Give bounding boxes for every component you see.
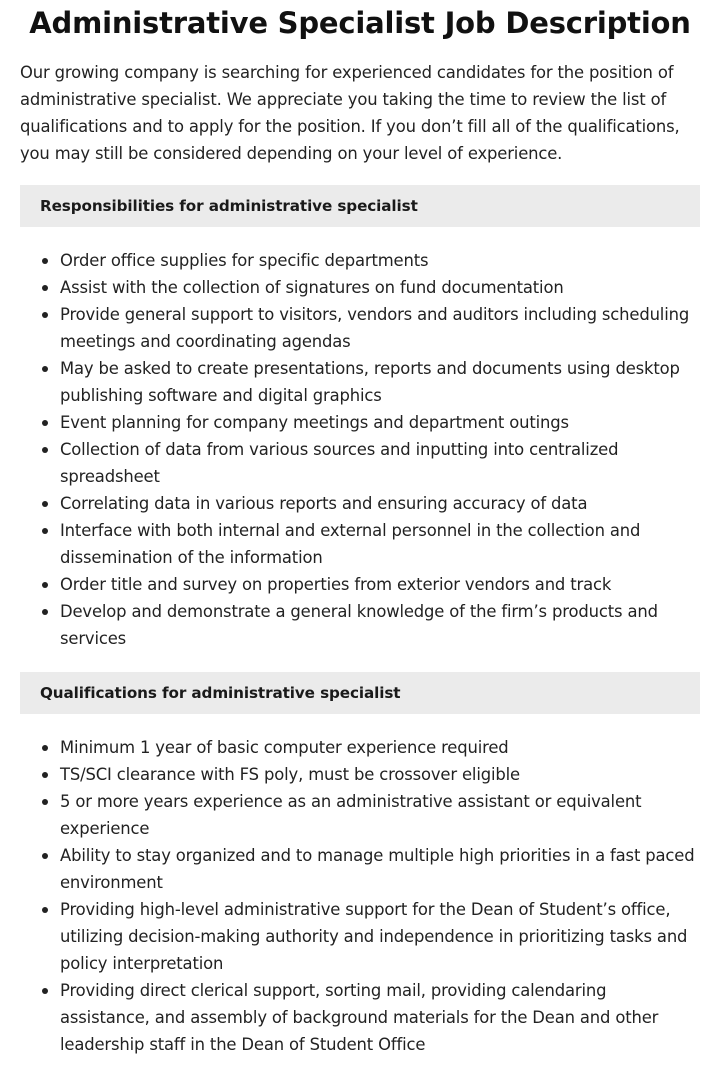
bullet-icon xyxy=(42,799,48,805)
qualification-item xyxy=(20,788,700,842)
bullet-icon xyxy=(42,258,48,264)
qualification-text: Ability to stay organized and to manage multiple high priorities in a fast paced environment xyxy=(60,846,695,892)
bullet-icon xyxy=(42,312,48,318)
responsibility-item xyxy=(20,436,700,490)
responsibility-text: Event planning for company meetings and department outings xyxy=(60,413,569,432)
responsibility-item xyxy=(20,598,700,652)
qualifications-heading: Qualifications for administrative specialist xyxy=(20,672,700,714)
bullet-icon xyxy=(42,907,48,913)
responsibility-text: May be asked to create presentations, reports and documents using desktop publishing software and digital graphics xyxy=(60,359,680,405)
responsibility-item xyxy=(20,517,700,571)
qualification-text: Providing direct clerical support, sorting mail, providing calendaring assistance, and assembly of background materials for the Dean and other leadership staff in the Dean of Student Office xyxy=(60,981,659,1054)
responsibility-item xyxy=(20,247,700,274)
responsibility-item xyxy=(20,355,700,409)
responsibility-item xyxy=(20,409,700,436)
responsibility-text: Order office supplies for specific departments xyxy=(60,251,429,270)
qualification-text: 5 or more years experience as an administrative assistant or equivalent experience xyxy=(60,792,642,838)
responsibility-item xyxy=(20,490,700,517)
responsibilities-list xyxy=(20,247,700,652)
bullet-icon xyxy=(42,772,48,778)
bullet-icon xyxy=(42,420,48,426)
bullet-icon xyxy=(42,285,48,291)
responsibility-item xyxy=(20,274,700,301)
bullet-icon xyxy=(42,501,48,507)
responsibility-text: Interface with both internal and external personnel in the collection and dissemination of the information xyxy=(60,521,641,567)
bullet-icon xyxy=(42,745,48,751)
qualification-item xyxy=(20,977,700,1058)
qualification-item xyxy=(20,896,700,977)
intro-paragraph: Our growing company is searching for experienced candidates for the position of administrative specialist. We appreciate you taking the time to review the list of qualifications and to apply for the position. If you don’t fill all of the qualifications, you may still be considered depending on your level of experience. xyxy=(20,63,680,163)
responsibility-text: Correlating data in various reports and ensuring accuracy of data xyxy=(60,494,588,513)
responsibility-text: Develop and demonstrate a general knowledge of the firm’s products and services xyxy=(60,602,658,648)
qualification-text: Providing high-level administrative support for the Dean of Student’s office, utilizing decision-making authority and independence in prioritizing tasks and policy interpretation xyxy=(60,900,688,973)
qualification-item xyxy=(20,734,700,761)
responsibility-text: Provide general support to visitors, vendors and auditors including scheduling meetings and coordinating agendas xyxy=(60,305,690,351)
responsibility-text: Order title and survey on properties from exterior vendors and track xyxy=(60,575,612,594)
qualifications-list xyxy=(20,734,700,1058)
responsibility-item xyxy=(20,571,700,598)
bullet-icon xyxy=(42,853,48,859)
qualification-item xyxy=(20,761,700,788)
bullet-icon xyxy=(42,582,48,588)
bullet-icon xyxy=(42,366,48,372)
bullet-icon xyxy=(42,528,48,534)
bullet-icon xyxy=(42,609,48,615)
responsibility-text: Collection of data from various sources and inputting into centralized spreadsheet xyxy=(60,440,619,486)
bullet-icon xyxy=(42,988,48,994)
responsibilities-heading: Responsibilities for administrative specialist xyxy=(20,185,700,227)
page-title: Administrative Specialist Job Description xyxy=(29,6,691,40)
bullet-icon xyxy=(42,447,48,453)
qualification-item xyxy=(20,842,700,896)
responsibility-text: Assist with the collection of signatures on fund documentation xyxy=(60,278,564,297)
qualification-text: Minimum 1 year of basic computer experience required xyxy=(60,738,509,757)
qualification-text: TS/SCI clearance with FS poly, must be crossover eligible xyxy=(60,765,520,784)
responsibility-item xyxy=(20,301,700,355)
